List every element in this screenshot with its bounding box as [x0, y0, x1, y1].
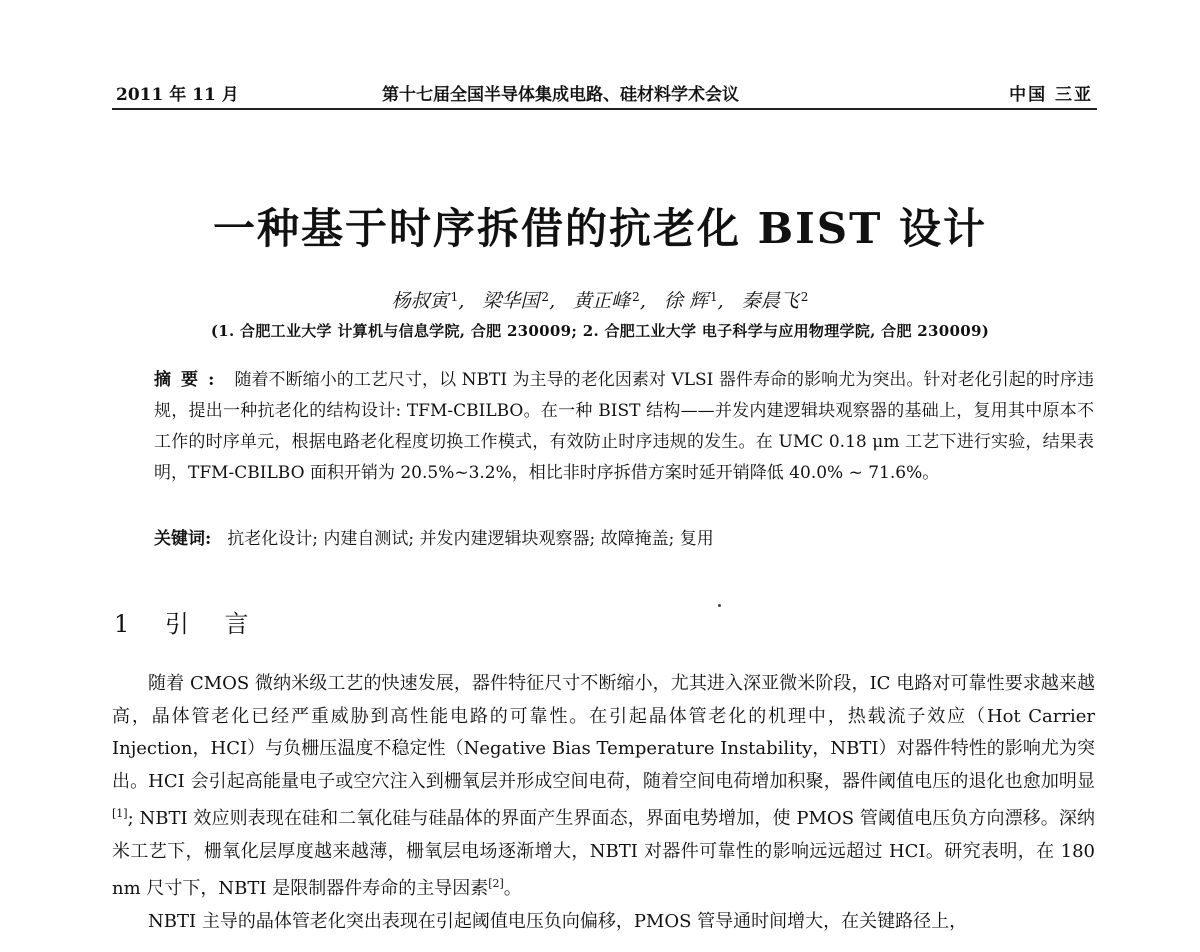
citation-ref[interactable]: [2]	[488, 877, 504, 890]
section-number: 1	[114, 610, 144, 638]
paper-title: 一种基于时序拆借的抗老化 BIST 设计	[213, 204, 987, 253]
paragraph	[112, 668, 1095, 906]
author-affiliation-mark: 2	[800, 290, 809, 304]
author: 徐 辉 $^1$,	[663, 290, 724, 312]
running-header	[112, 78, 1097, 110]
author-list	[0, 286, 1200, 313]
abstract-label: 摘要:	[154, 370, 225, 390]
abstract-text: 随着不断缩小的工艺尺寸，以 NBTI 为主导的老化因素对 VLSI 器件寿命的影响尤为突出。针对老化引起的时序违规，提出一种抗老化的结构设计: TFM-CBILBO。在一种 BIST 结构——并发内建逻辑块观察器的基础上，复用其中原本不工作的时序单元，根据电路老化程度切换工作模式，有效防止时序违规的发生。在 UMC 0.18 μm 工艺下进行实验，结果表明，TFM-CBILBO 面积开销为 20.5%~3.2%，相比非时序拆借方案时延开销降低 40.0% ~ 71.6%。	[154, 370, 1094, 483]
author-affiliation-mark: 2	[541, 290, 550, 304]
author-name: 梁华国	[482, 290, 540, 312]
author	[742, 286, 809, 313]
keywords-label: 关键词:	[154, 529, 212, 549]
affiliations: (1. 合肥工业大学 计算机与信息学院, 合肥 230009; 2. 合肥工业大学 电子科学与应用物理学院, 合肥 230009)	[210, 322, 990, 340]
citation-ref[interactable]: [1]	[112, 807, 128, 820]
paragraph-text: 随着 CMOS 微纳米级工艺的快速发展，器件特征尺寸不断缩小，尤其进入深亚微米阶段，IC 电路对可靠性要求越来越高，晶体管老化已经严重威胁到高性能电路的可靠性。在引起晶体管老化的机理中，热载流子效应（Hot Carrier Injection，HCI）与负栅压温度不稳定性（Negative Bias Temperature Instability，NBTI）对器件特性的影响尤为突出。HCI 会引起高能量电子或空穴注入到栅氧层并形成空间电荷，随着空间电荷增加积聚，器件阈值电压的退化也愈加明显	[112, 673, 1095, 792]
author-name: 秦晨飞	[741, 290, 799, 312]
author-affiliation-mark: 1	[450, 290, 459, 304]
paragraph-text: 。	[503, 878, 522, 899]
paragraph: NBTI 主导的晶体管老化突出表现在引起阈值电压负向偏移，PMOS 管导通时间增大，在关键路径上，	[148, 910, 968, 932]
author-affiliation-mark: 1	[709, 290, 718, 304]
keywords	[154, 524, 1094, 555]
paragraph-text: ; NBTI 效应则表现在硅和二氧化硅与硅晶体的界面产生界面态，界面电势增加，使 PMOS 管阈值电压负方向漂移。深纳米工艺下，栅氧化层厚度越来越薄，栅氧层电场逐渐增大，NBTI 对器件可靠性的影响远远超过 HCI。研究表明，在 180 nm 尺寸下，NBTI 是限制器件寿命的主导因素	[112, 808, 1095, 899]
header-conference: 第十七届全国半导体集成电路、硅材料学术会议	[382, 85, 739, 105]
author: 梁华国 $^2$,	[482, 290, 556, 312]
author-name: 黄正峰	[573, 290, 631, 312]
author-name: 杨叔寅	[391, 290, 449, 312]
author-affiliation-mark: 2	[632, 290, 640, 304]
scan-dot	[718, 604, 721, 607]
author: 杨叔寅 $^1$,	[391, 290, 465, 312]
header-location: 中国 三亚	[1009, 85, 1093, 105]
body-text	[112, 668, 1095, 938]
header-date: 2011 年 11 月	[116, 85, 239, 105]
section-heading	[114, 604, 263, 639]
section-title: 引 言	[164, 610, 263, 638]
keywords-text: 抗老化设计; 内建自测试; 并发内建逻辑块观察器; 故障掩盖; 复用	[227, 529, 714, 549]
author: 黄正峰 $^2$,	[573, 290, 646, 312]
abstract	[154, 365, 1094, 489]
author-name: 徐 辉	[663, 290, 708, 312]
